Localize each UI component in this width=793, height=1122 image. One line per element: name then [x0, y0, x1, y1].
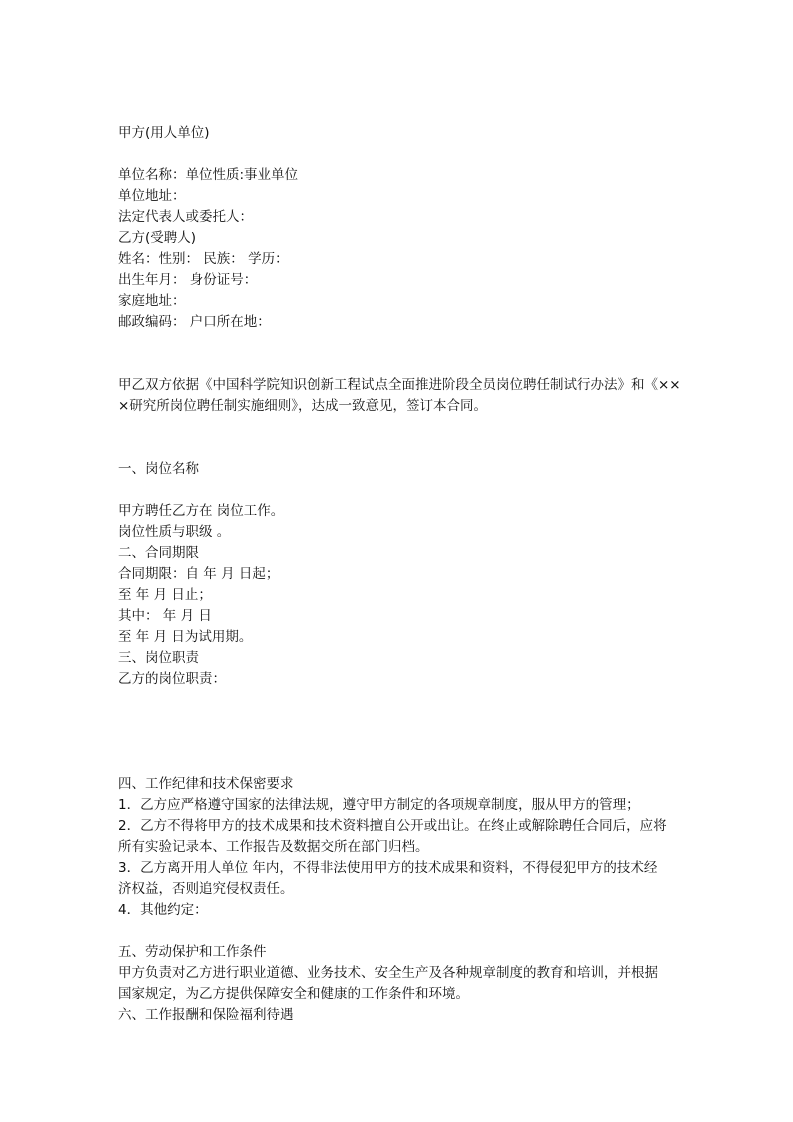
name-line: 姓名：性别： 民族： 学历：	[118, 251, 289, 267]
section-4-item-2-line-2: 所有实验记录本、工作报告及数据交所在部门归档。	[118, 839, 429, 855]
birth-line: 出生年月： 身份证号：	[118, 272, 258, 288]
section-4-item-3-line-1: 3．乙方离开用人单位 年内，不得非法使用甲方的技术成果和资料，不得侵犯甲方的技术经	[118, 860, 658, 876]
home-address-line: 家庭地址：	[118, 293, 186, 309]
section-3-title: 三、岗位职责	[118, 650, 199, 666]
intro-paragraph-line-2: ×研究所岗位聘任制实施细则》，达成一致意见，签订本合同。	[118, 398, 488, 414]
section-2-title: 二、合同期限	[118, 545, 199, 561]
section-1-line-1: 甲方聘任乙方在 岗位工作。	[118, 503, 285, 519]
section-4-item-2-line-1: 2．乙方不得将甲方的技术成果和技术资料擅自公开或出让。在终止或解除聘任合同后，应将	[118, 818, 667, 834]
unit-name-line: 单位名称：单位性质:事业单位	[118, 167, 299, 183]
section-4-item-4: 4．其他约定：	[118, 902, 208, 918]
section-6-title: 六、工作报酬和保险福利待遇	[118, 1007, 294, 1023]
section-2-line-1: 合同期限：自 年 月 日起；	[118, 566, 280, 582]
legal-rep-line: 法定代表人或委托人：	[118, 209, 253, 225]
intro-paragraph-line-1: 甲乙双方依据《中国科学院知识创新工程试点全面推进阶段全员岗位聘任制试行办法》和《××	[118, 377, 681, 393]
party-a-heading: 甲方(用人单位)	[118, 125, 210, 141]
section-2-line-2: 至 年 月 日止；	[118, 587, 212, 603]
section-2-line-4: 至 年 月 日为试用期。	[118, 629, 253, 645]
section-2-line-3: 其中： 年 月 日	[118, 608, 212, 624]
section-4-item-3-line-2: 济权益，否则追究侵权责任。	[118, 881, 294, 897]
postal-line: 邮政编码： 户口所在地：	[118, 314, 271, 330]
section-1-title: 一、岗位名称	[118, 461, 199, 477]
unit-address-line: 单位地址：	[118, 188, 186, 204]
section-4-title: 四、工作纪律和技术保密要求	[118, 776, 294, 792]
party-b-heading: 乙方(受聘人)	[118, 230, 197, 246]
section-1-line-2: 岗位性质与职级 。	[118, 524, 231, 540]
section-5-line-2: 国家规定，为乙方提供保障安全和健康的工作条件和环境。	[118, 986, 469, 1002]
section-5-line-1: 甲方负责对乙方进行职业道德、业务技术、安全生产及各种规章制度的教育和培训，并根据	[118, 965, 658, 981]
section-4-item-1: 1．乙方应严格遵守国家的法律法规，遵守甲方制定的各项规章制度，服从甲方的管理；	[118, 797, 640, 813]
section-5-title: 五、劳动保护和工作条件	[118, 944, 267, 960]
section-3-line-1: 乙方的岗位职责：	[118, 671, 226, 687]
